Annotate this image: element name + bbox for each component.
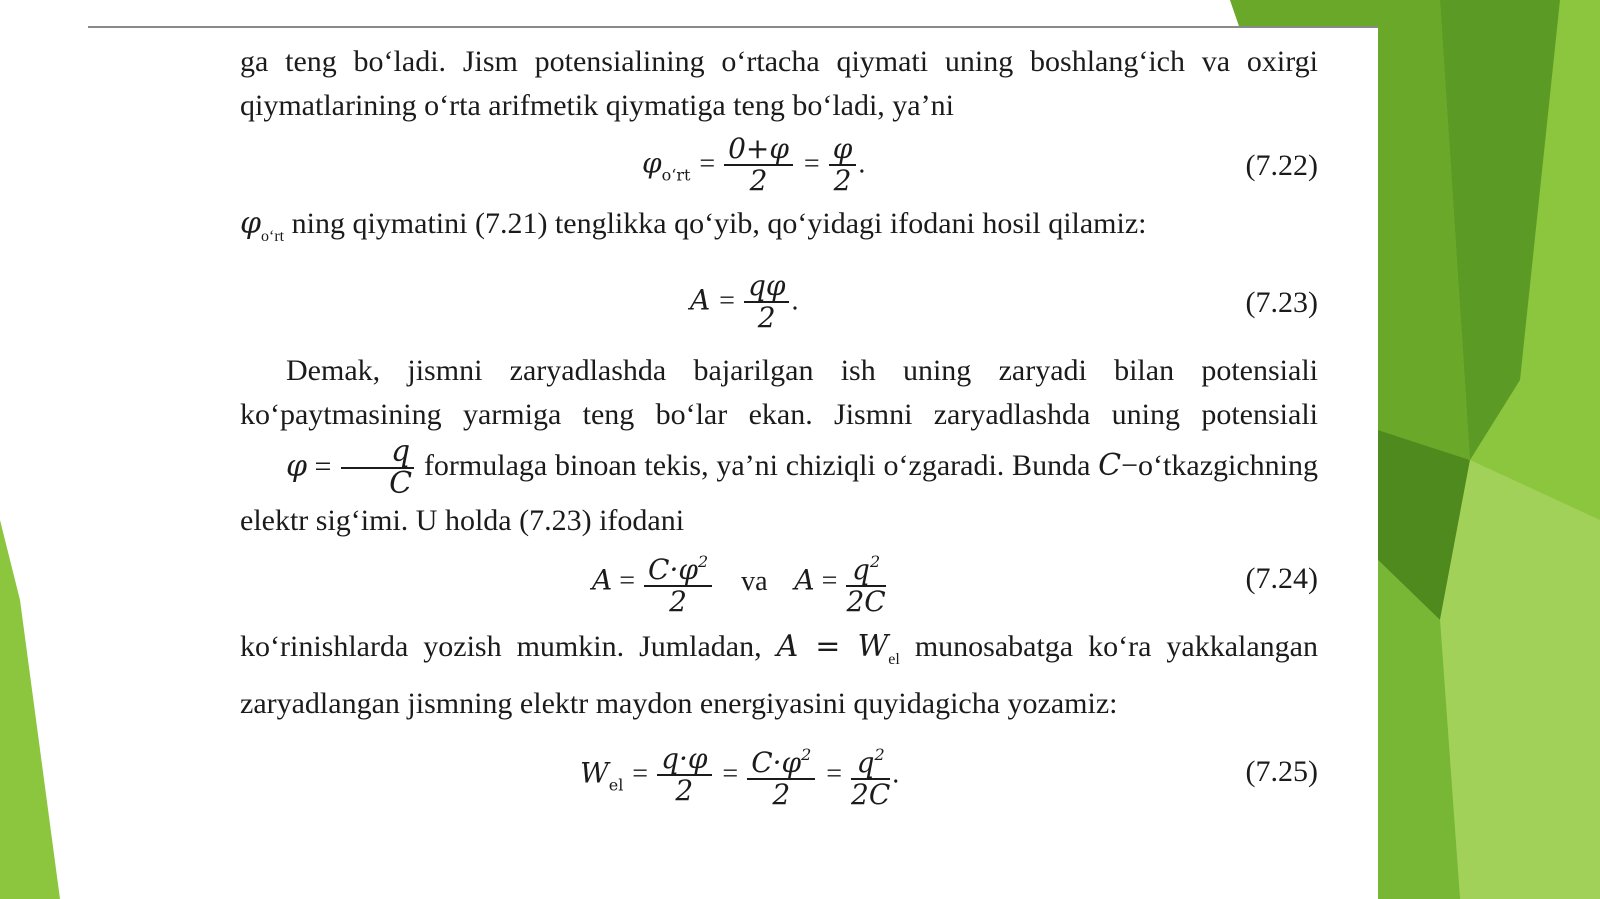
equation-7-23 bbox=[240, 271, 1318, 339]
green-shard-left bbox=[0, 520, 60, 899]
page-top-rule bbox=[88, 26, 1378, 28]
equation-7-25 bbox=[240, 740, 1318, 811]
fraction: $\frac{q}{C}$ bbox=[341, 437, 414, 499]
equation-7-24 bbox=[240, 547, 1318, 618]
equation-number: (7.23) bbox=[1245, 286, 1318, 319]
equation-number: (7.22) bbox=[1245, 149, 1318, 182]
equation-7-22-body: $\varphi_{o‘rt}$ = $\frac{0+\varphi}{2}$ = $\frac{\varphi}{2}$ . bbox=[642, 132, 866, 197]
equation-7-22 bbox=[240, 134, 1318, 202]
equation-7-23-body: A = $\frac{q\varphi}{2}$ . bbox=[690, 269, 799, 334]
fraction: $\frac{q^2}{2C}$ bbox=[846, 547, 885, 617]
paragraph-1: ga teng bo‘ladi. Jism potensialining o‘rtacha qiymati uning boshlang‘ich va oxirgi qiymatlarining o‘rta arifmetik qiymatiga teng bo‘ladi, ya’ni bbox=[240, 45, 1318, 122]
equation-number: (7.24) bbox=[1245, 562, 1318, 595]
fraction: $\frac{C\cdot\varphi^2}{2}$ bbox=[644, 547, 712, 617]
fraction: $\frac{\varphi}{2}$ bbox=[829, 134, 857, 196]
paragraph-2: $\varphi_{o‘rt}$ ning qiymatini (7.21) tenglikka qo‘yib, qo‘yidagi ifodani hosil qilamiz: bbox=[240, 206, 1147, 245]
green-shard-5 bbox=[1440, 460, 1600, 899]
paragraph-3: Demak, jismni zaryadlashda bajarilgan ish uning zaryadi bilan potensiali ko‘paytmasining yarmiga teng bo‘lar ekan. Jismni zaryadlashda uning potensiali φ = $\frac{q}{C}$ formulaga binoan tekis, ya’ni chiziqli o‘zgaradi. Bunda C−o‘tkazgichning elektr sig‘imi. U holda (7.23) ifodani bbox=[240, 354, 1319, 537]
fraction: $\frac{q\varphi}{2}$ bbox=[744, 271, 790, 333]
fraction: $\frac{q^2}{2C}$ bbox=[851, 740, 890, 810]
fraction: $\frac{q\cdot\varphi}{2}$ bbox=[657, 744, 711, 806]
paragraph-4: ko‘rinishlarda yozish mumkin. Jumladan, $A = W_{el}$ munosabatga ko‘ra yakkalangan zaryadlangan jismning elektr maydon energiyasini quyidagicha yozamiz: bbox=[240, 629, 1319, 720]
equation-number: (7.25) bbox=[1245, 755, 1318, 788]
equation-7-24-body: A = $\frac{C\cdot\varphi^2}{2}$ va A = $\frac{q^2}{2C}$ bbox=[592, 547, 888, 617]
equation-7-25-body: $W_{el}$ = $\frac{q\cdot\varphi}{2}$ = $\frac{C\cdot\varphi^2}{2}$ = $\frac{q^2}{2C}$ . bbox=[580, 742, 900, 811]
document-page bbox=[240, 40, 1319, 811]
fraction: $\frac{0+\varphi}{2}$ bbox=[724, 134, 793, 196]
fraction: $\frac{C\cdot\varphi^2}{2}$ bbox=[747, 740, 815, 810]
